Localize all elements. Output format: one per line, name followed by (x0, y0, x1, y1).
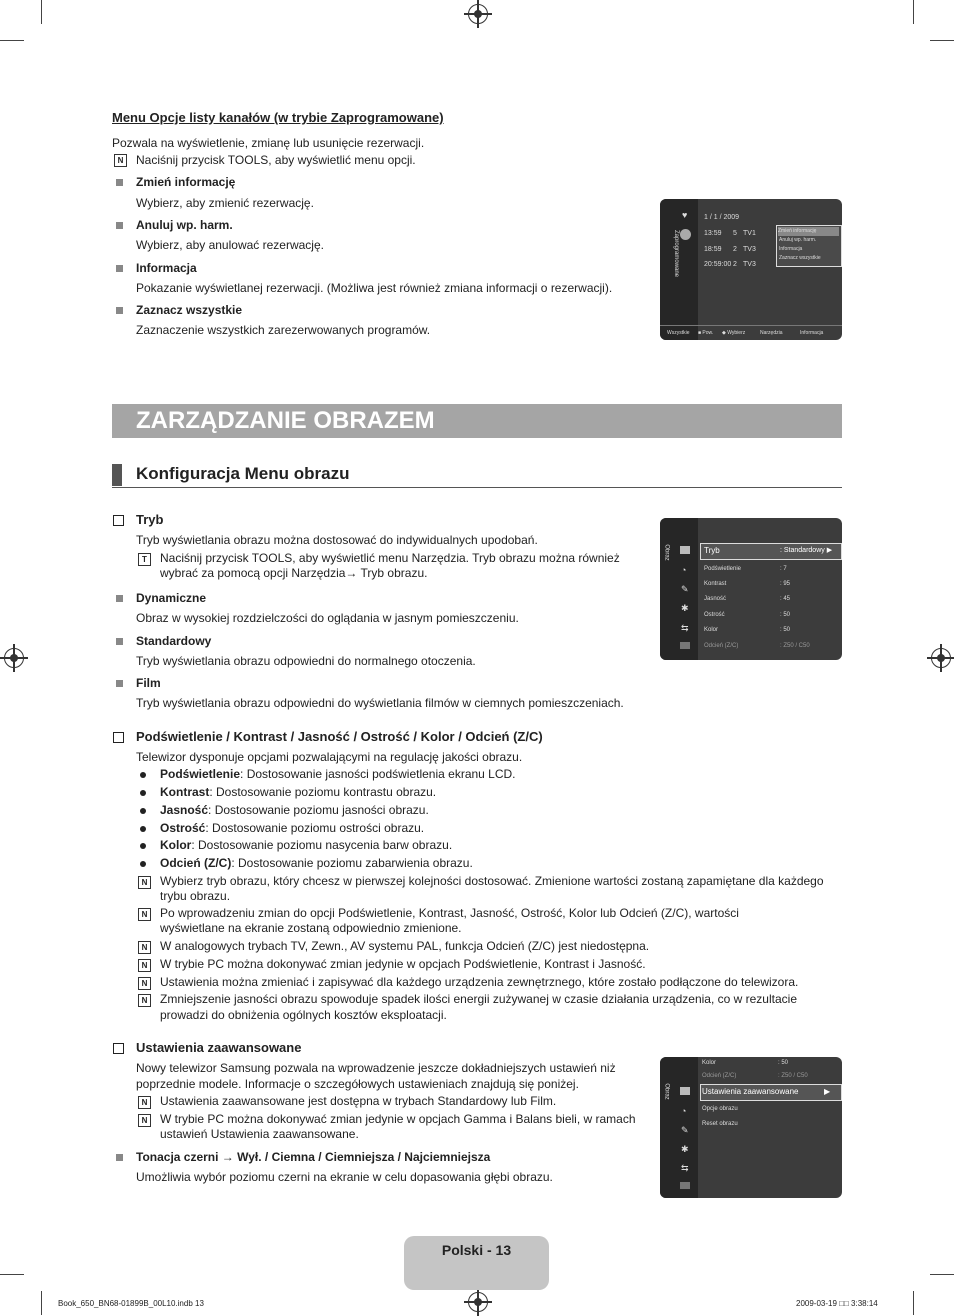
item-desc: Umożliwia wybór poziomu czerni na ekranie w celu dopasowania głębi obrazu. (136, 1170, 553, 1184)
menu-label[interactable]: Odcień (Z/C) (704, 643, 739, 649)
square-bullet-icon (116, 680, 123, 687)
note-text: wybrać za pomocą opcji Narzędzia→ Tryb obrazu. (160, 566, 428, 580)
row-name: TV3 (743, 261, 756, 268)
note-text: wyświetlane na ekranie zostaną odpowiednio zmienione. (160, 921, 462, 935)
tv-screen-advanced (660, 1057, 842, 1198)
item-title: Zaznacz wszystkie (136, 303, 243, 317)
menu-value: : Z50 / C50 (780, 643, 810, 649)
bullet-text: : Dostosowanie poziomu zabarwienia obrazu. (231, 856, 473, 870)
crop-mark (913, 1291, 914, 1315)
popup-item[interactable]: Zaznacz wszystkie (779, 255, 821, 261)
print-info-right: 2009-03-19 □□ 3:38:14 (796, 1299, 878, 1308)
registration-mark-icon (468, 1292, 488, 1312)
topic-desc: Telewizor dysponuje opcjami pozwalającymi na regulację jakości obrazu. (136, 750, 523, 764)
menu-value: : 7 (780, 566, 787, 572)
heart-icon: ♥ (682, 210, 688, 220)
crop-mark (0, 40, 24, 41)
bullet-text: : Dostosowanie jasności podświetlenia ekranu LCD. (240, 767, 516, 781)
topic-desc: Tryb wyświetlania obrazu można dostosować do indywidualnych upodobań. (136, 533, 538, 547)
bottom-hint: ■ Pow. (698, 330, 714, 336)
registration-mark-icon (468, 4, 488, 24)
checkbox-icon (113, 515, 124, 526)
topic-title: Ustawienia zaawansowane (136, 1040, 302, 1055)
row-time: 20:59:00 (704, 261, 732, 268)
note-text: Ustawienia można zmieniać i zapisywać dla każdego urządzenia zewnętrznego, które zostało podłączone do telewizora. (160, 975, 799, 989)
item-desc: Obraz w wysokiej rozdzielczości do oglądania w jasnym pomieszczeniu. (136, 611, 519, 625)
note-icon: N (138, 977, 151, 990)
row-channel: 5 (733, 230, 737, 237)
topic-desc: Nowy telewizor Samsung pozwala na wprowadzenie jeszcze dokładniejszych ustawień niż (136, 1061, 616, 1075)
screen-sidebar (660, 518, 698, 660)
popup-item[interactable]: Zmień informację (778, 227, 839, 236)
picture-icon (680, 546, 690, 554)
bullet-text: : Dostosowanie poziomu ostrości obrazu. (205, 821, 425, 835)
channel-icon: ✎ (681, 584, 689, 594)
menu-label[interactable]: Kolor (704, 627, 719, 633)
item-title: Zmień informację (136, 175, 236, 189)
note-icon: N (138, 1096, 151, 1109)
channel-icon: ✎ (681, 1125, 689, 1135)
row-time: 18:59 (704, 246, 722, 253)
screen-side-label: Obraz (663, 1083, 670, 1100)
clock-icon (680, 229, 691, 240)
menu-label[interactable]: Odcień (Z/C) (702, 1073, 737, 1079)
support-icon (680, 642, 690, 649)
row-channel: 2 (733, 246, 737, 253)
chapter-banner (112, 404, 842, 438)
crop-mark (930, 40, 954, 41)
screen-date: 1 / 1 / 2009 (704, 214, 740, 221)
square-bullet-icon (116, 307, 123, 314)
sound-icon: ◔ (681, 565, 687, 575)
note-text: W analogowych trybach TV, Zewn., AV systemu PAL, funkcja Odcień (Z/C) jest niedostępna. (160, 939, 650, 953)
note-text: Naciśnij przycisk TOOLS, aby wyświetlić menu opcji. (136, 153, 416, 167)
bullet-text: : Dostosowanie poziomu kontrastu obrazu. (209, 785, 437, 799)
note-icon: N (138, 1114, 151, 1127)
topic-title: Tryb (136, 512, 164, 527)
bottom-hint: Wszystkie (667, 330, 690, 336)
screen-side-label: Obraz (663, 544, 670, 561)
topic-desc: poprzednie modele. Informacje o szczegółowych ustawieniach znajdują się poniżej. (136, 1077, 579, 1091)
menu-label[interactable]: Podświetlenie (704, 566, 742, 572)
bottom-hint: ◆ Wybierz (722, 330, 746, 336)
bottom-hint: Narzędzia (760, 330, 783, 336)
support-icon (680, 1182, 690, 1189)
menu-label: Ustawienia zaawansowane (702, 1087, 799, 1096)
menu-value: : 50 (780, 612, 791, 618)
print-info-left: Book_650_BN68-01899B_00L10.indb 13 (58, 1299, 204, 1308)
item-desc: Tryb wyświetlania obrazu odpowiedni do wyświetlania filmów w ciemnych pomieszczeniach. (136, 696, 624, 710)
item-title: Standardowy (136, 634, 212, 648)
crop-mark (913, 0, 914, 24)
menu-value: : 95 (780, 581, 791, 587)
note-icon: N (138, 908, 151, 921)
checkbox-icon (113, 732, 124, 743)
menu-label[interactable]: Kolor (702, 1060, 717, 1066)
divider (112, 487, 842, 488)
tools-note-icon: T (138, 553, 151, 566)
page-number: Polski - 13 (441, 1242, 512, 1258)
registration-mark-icon (4, 648, 24, 668)
item-desc: Tryb wyświetlania obrazu odpowiedni do normalnego otoczenia. (136, 654, 476, 668)
row-name: TV3 (743, 246, 756, 253)
menu-value: : Standardowy ▶ (780, 547, 833, 554)
tools-popup (776, 225, 842, 267)
popup-item[interactable]: Informacja (779, 246, 803, 252)
square-bullet-icon (116, 1154, 123, 1161)
crop-mark (41, 0, 42, 24)
bullet-icon (140, 772, 146, 778)
subheading: Konfiguracja Menu obrazu (136, 464, 350, 483)
item-title: Dynamiczne (136, 591, 207, 605)
row-name: TV1 (743, 230, 756, 237)
sound-icon: ◔ (681, 1106, 687, 1116)
item-desc: Wybierz, aby zmienić rezerwację. (136, 196, 314, 210)
row-channel: 2 (733, 261, 737, 268)
bullet-term: Jasność (160, 803, 209, 817)
input-icon: ⇆ (681, 1163, 689, 1173)
bullet-text: : Dostosowanie poziomu nasycenia barw obrazu. (191, 838, 453, 852)
square-bullet-icon (116, 179, 123, 186)
note-text: W trybie PC można dokonywać zmian jedynie w opcjach Gamma i Balans bieli, w ramach (160, 1112, 636, 1126)
note-icon: N (138, 994, 151, 1007)
bullet-term: Kontrast (160, 785, 210, 799)
bullet-term: Podświetlenie (160, 767, 241, 781)
square-bullet-icon (116, 595, 123, 602)
menu-label: Tryb (704, 546, 720, 555)
popup-item[interactable]: Anuluj wp. harm. (779, 237, 817, 243)
note-icon: N (138, 959, 151, 972)
registration-mark-icon (931, 648, 951, 668)
bullet-term: Kolor (160, 838, 192, 852)
note-text: Wybierz tryb obrazu, który chcesz w pierwszej kolejności dostosować. Zmienione wartości zostaną zapamiętane dla każdego (160, 874, 824, 888)
menu-label[interactable]: Ostrość (704, 612, 725, 618)
section-heading: Menu Opcje listy kanałów (w trybie Zaprogramowane) (112, 110, 444, 125)
note-text: Po wprowadzeniu zmian do opcji Podświetlenie, Kontrast, Jasność, Ostrość, Kolor lub Odcień (Z/C), wartości (160, 906, 739, 920)
bullet-text: : Dostosowanie poziomu jasności obrazu. (208, 803, 429, 817)
arrow-right-icon: ▶ (824, 1087, 831, 1096)
menu-value: : 50 (778, 1060, 789, 1066)
crop-mark (930, 1274, 954, 1275)
setup-icon: ✱ (681, 603, 689, 613)
page-number-tab (404, 1236, 549, 1290)
item-desc: Pokazanie wyświetlanej rezerwacji. (Możliwa jest również zmiana informacji o rezerwacji). (136, 281, 613, 295)
note-text: W trybie PC można dokonywać zmian jedynie w opcjach Podświetlenie, Kontrast i Jasność. (160, 957, 646, 971)
tv-screen-picture-menu (660, 518, 842, 660)
bullet-icon (140, 790, 146, 796)
note-text: Ustawienia zaawansowane jest dostępna w trybach Standardowy lub Film. (160, 1094, 557, 1108)
item-title: Anuluj wp. harm. (136, 218, 233, 232)
divider (660, 325, 842, 326)
bullet-term: Odcień (Z/C) (160, 856, 232, 870)
row-time: 13:59 (704, 230, 722, 237)
setup-icon: ✱ (681, 1144, 689, 1154)
square-bullet-icon (116, 638, 123, 645)
square-bullet-icon (116, 265, 123, 272)
note-icon: N (138, 941, 151, 954)
picture-icon (680, 1087, 690, 1095)
note-text: Naciśnij przycisk TOOLS, aby wyświetlić menu Narzędzia. Tryb obrazu można również (160, 551, 620, 565)
bullet-icon (140, 861, 146, 867)
item-title: Informacja (136, 261, 197, 275)
item-title: Tonacja czerni → Wył. / Ciemna / Ciemniejsza / Najciemniejsza (136, 1150, 491, 1164)
screen-sidebar (660, 1057, 698, 1198)
bullet-icon (140, 808, 146, 814)
menu-label[interactable]: Opcje obrazu (702, 1106, 738, 1112)
bullet-term: Ostrość (160, 821, 206, 835)
screen-side-label: Zaprogramowane (673, 229, 680, 278)
checkbox-icon (113, 1043, 124, 1054)
note-text: trybu obrazu. (160, 889, 231, 903)
square-bullet-icon (116, 222, 123, 229)
menu-value: : 45 (780, 596, 791, 602)
bullet-icon (140, 843, 146, 849)
menu-value: : 50 (780, 627, 791, 633)
crop-mark (41, 1291, 42, 1315)
note-text: Zmniejszenie jasności obrazu spowoduje spadek ilości energii zużywanej w czasie działania urządzenia, co w rezultacie (160, 992, 797, 1006)
input-icon: ⇆ (681, 623, 689, 633)
note-icon: N (114, 154, 127, 167)
crop-mark (0, 1274, 24, 1275)
menu-label[interactable]: Kontrast (704, 581, 727, 587)
note-text: prowadzi do obniżenia ogólnych kosztów eksploatacji. (160, 1008, 447, 1022)
bullet-icon (140, 826, 146, 832)
tv-screen-schedule (660, 199, 842, 340)
subheading-marker (112, 464, 122, 486)
section-intro: Pozwala na wyświetlenie, zmianę lub usunięcie rezerwacji. (112, 136, 425, 150)
item-desc: Zaznaczenie wszystkich zarezerwowanych programów. (136, 323, 431, 337)
item-title: Film (136, 676, 161, 690)
menu-label[interactable]: Jasność (704, 596, 727, 602)
menu-label[interactable]: Reset obrazu (702, 1121, 738, 1127)
note-text: ustawień Ustawienia zaawansowane. (160, 1127, 359, 1141)
bottom-hint: Informacja (800, 330, 824, 336)
chapter-title: ZARZĄDZANIE OBRAZEM (136, 407, 435, 434)
note-icon: N (138, 876, 151, 889)
topic-title: Podświetlenie / Kontrast / Jasność / Ostrość / Kolor / Odcień (Z/C) (136, 729, 543, 744)
menu-value: : Z50 / C50 (778, 1073, 808, 1079)
item-desc: Wybierz, aby anulować rezerwację. (136, 238, 324, 252)
